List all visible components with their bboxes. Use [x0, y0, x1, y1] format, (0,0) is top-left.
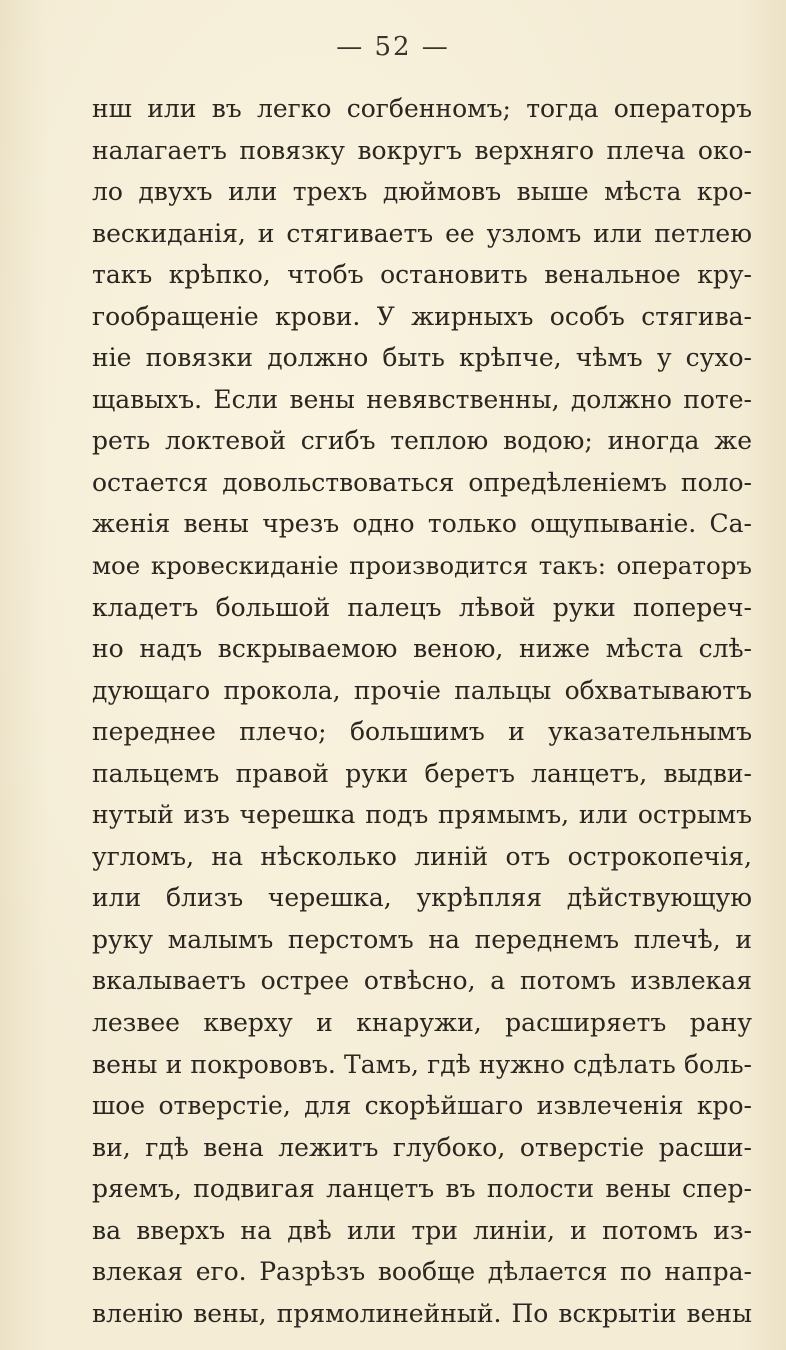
text-line-8: щавыхъ. Если вены невявственны, должно поте-	[92, 384, 752, 414]
page-number-header: — 52 —	[336, 32, 450, 62]
text-line-27: ряемъ, подвигая ланцетъ въ полости вены спер-	[92, 1174, 752, 1204]
text-line-18: нутый изъ черешка подъ прямымъ, или острымъ	[92, 800, 752, 830]
text-line-1: нш или въ легко согбенномъ; тогда операторъ	[92, 94, 752, 123]
text-line-2: налагаетъ повязку вокругъ верхняго плеча око-	[92, 135, 752, 165]
text-line-5: такъ крѣпко, чтобъ остановить венальное кру-	[92, 260, 752, 290]
text-line-24: вены и покрововъ. Тамъ, гдѣ нужно сдѣлать боль-	[92, 1049, 752, 1079]
text-line-16: переднее плечо; большимъ и указательнымъ	[92, 717, 752, 747]
text-line-9: реть локтевой сгибъ теплою водою; иногда же	[92, 426, 752, 456]
text-line-26: ви, гдѣ вена лежитъ глубоко, отверстіе расши-	[92, 1132, 752, 1162]
text-line-15: дующаго прокола, прочіе пальцы обхватываютъ	[92, 675, 752, 705]
text-line-21: руку малымъ перстомъ на переднемъ плечѣ, и	[92, 924, 752, 954]
text-line-30: вленію вены, прямолинейный. По вскрытіи вены	[92, 1298, 752, 1328]
text-line-17: пальцемъ правой руки беретъ ланцетъ, выдви-	[92, 758, 752, 788]
text-line-7: ніе повязки должно быть крѣпче, чѣмъ у сухо-	[92, 343, 752, 373]
text-line-12: мое кровескиданіе производится такъ: операторъ	[92, 551, 752, 581]
text-line-25: шое отверстіе, для скорѣйшаго извлеченія кро-	[92, 1091, 752, 1121]
text-line-3: ло двухъ или трехъ дюймовъ выше мѣста кро-	[92, 177, 752, 207]
body-text	[92, 88, 752, 1334]
text-line-14: но надъ вскрываемою веною, ниже мѣста слѣ-	[92, 634, 752, 664]
text-line-20: или близъ черешка, укрѣпляя дѣйствующую	[92, 883, 752, 913]
text-line-13: кладетъ большой палецъ лѣвой руки попереч-	[92, 592, 752, 622]
text-line-6: гообращеніе крови. У жирныхъ особъ стягива-	[92, 301, 752, 331]
text-line-4: вескиданія, и стягиваетъ ее узломъ или петлею	[92, 218, 752, 248]
text-line-10: остается довольствоваться опредѣленіемъ поло-	[92, 467, 752, 497]
text-line-28: ва вверхъ на двѣ или три линіи, и потомъ из-	[92, 1215, 752, 1245]
text-line-19: угломъ, на нѣсколько линій отъ острокопечія,	[92, 841, 752, 871]
text-line-23: лезвее кверху и кнаружи, расширяетъ рану	[92, 1008, 752, 1038]
text-line-11: женія вены чрезъ одно только ощупываніе. Са-	[92, 509, 752, 539]
text-line-22: вкалываетъ острее отвѣсно, а потомъ извлекая	[92, 966, 752, 996]
text-line-29: влекая его. Разрѣзъ вообще дѣлается по напра-	[92, 1257, 752, 1287]
